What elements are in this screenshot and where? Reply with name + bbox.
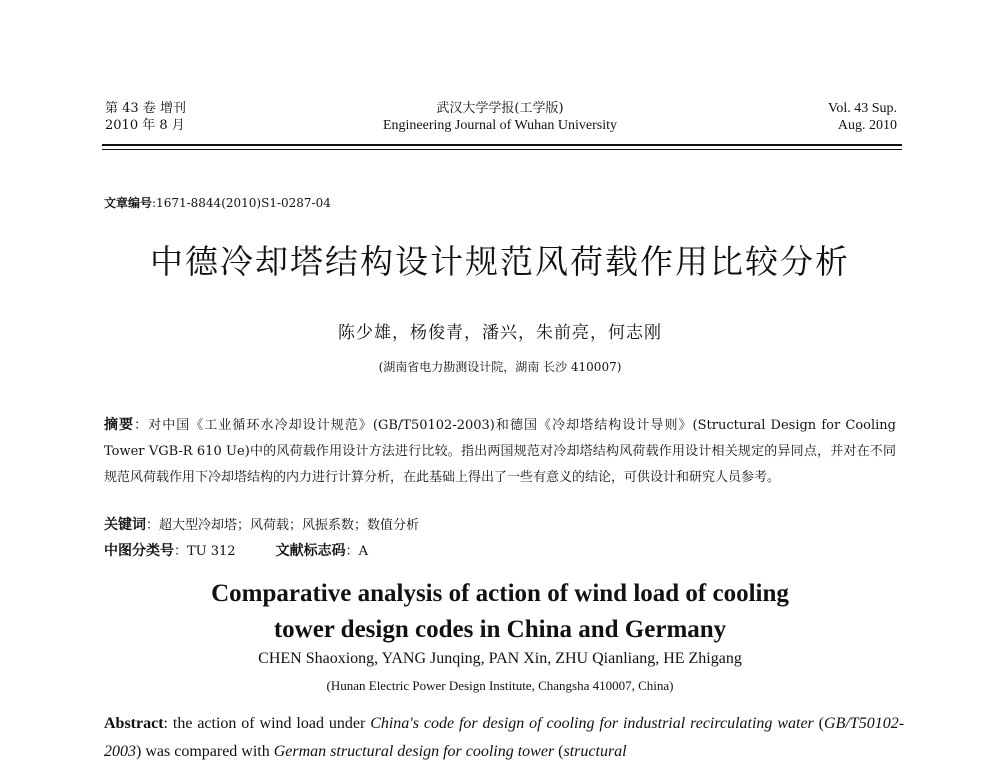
abstract-en-label: Abstract <box>104 715 164 732</box>
clc-value: ：TU 312 <box>174 544 236 559</box>
header-rule-thin <box>102 149 902 150</box>
abstract-en-text-4: ( <box>554 743 564 760</box>
publication-date: 2010 年 8 月 <box>105 118 185 133</box>
abstract-en-text-1: : the action of wind load under <box>163 715 371 732</box>
abstract-cn <box>104 412 896 491</box>
doc-code-label: 文献标志码 <box>275 543 346 559</box>
article-number-value: :1671-8844(2010)S1-0287-04 <box>152 196 331 210</box>
article-number-label: 文章编号 <box>104 196 153 210</box>
clc-label: 中图分类号 <box>104 543 174 559</box>
abstract-en <box>104 710 904 766</box>
running-header-volume-en <box>828 100 897 134</box>
keywords-cn <box>104 514 419 534</box>
abstract-en-italic-3: German structural design for cooling tower <box>273 743 555 760</box>
abstract-en-text-3: ) was compared with <box>136 743 274 760</box>
affiliation-en: (Hunan Electric Power Design Institute, Changsha 410007, China) <box>326 678 674 693</box>
abstract-en-italic-1: China's code for design of cooling for industrial recirculating water <box>370 715 814 732</box>
title-en-line1: Comparative analysis of action of wind load of cooling <box>211 580 789 607</box>
journal-name-cn: 武汉大学学报(工学版) <box>436 101 564 116</box>
keywords-cn-label: 关键词 <box>104 517 146 533</box>
journal-name-en: Engineering Journal of Wuhan University <box>382 118 617 133</box>
abstract-en-text-2: ( <box>813 715 825 732</box>
keywords-cn-text: ：超大型冷却塔；风荷载；风振系数；数值分析 <box>146 518 420 533</box>
title-cn: 中德冷却塔结构设计规范风荷载作用比较分析 <box>150 242 850 281</box>
title-en-line2: tower design codes in China and Germany <box>273 616 727 643</box>
affiliation-cn: (湖南省电力勘测设计院，湖南 长沙 410007) <box>378 360 622 374</box>
abstract-en-italic-4: structural <box>563 743 627 760</box>
title-en <box>0 576 1000 648</box>
volume-issue: 第 43 卷 增刊 <box>105 101 186 116</box>
doc-code-value: ：A <box>345 544 368 559</box>
publication-date-en: Aug. 2010 <box>837 118 897 133</box>
header-rule-thick <box>102 144 902 146</box>
volume-issue-en: Vol. 43 Sup. <box>828 101 897 116</box>
authors-en: CHEN Shaoxiong, YANG Junqing, PAN Xin, ZHU Qianliang, HE Zhigang <box>258 650 742 667</box>
authors-cn: 陈少雄，杨俊青，潘兴，朱前亮，何志刚 <box>338 323 662 343</box>
article-number <box>104 194 331 211</box>
abstract-cn-text: ：对中国《工业循环水冷却设计规范》(GB/T50102-2003)和德国《冷却塔结构设计导则》(Structural Design for Cooling Tower VGB-R 610 Ue)中的风荷载作用设计方法进行比较。指出两国规范对冷却塔结构风荷载作用设计相关规定的异同点，并对在不同规范风荷载作用下冷却塔结构的内力进行计算分析，在此基础上得出了一些有意义的结论，可供设计和研究人员参考。 <box>104 418 896 485</box>
classification-line <box>104 540 368 560</box>
abstract-cn-label: 摘要 <box>104 417 135 433</box>
abstract-en-italic-2: GB/T50102-2003 <box>104 715 905 760</box>
